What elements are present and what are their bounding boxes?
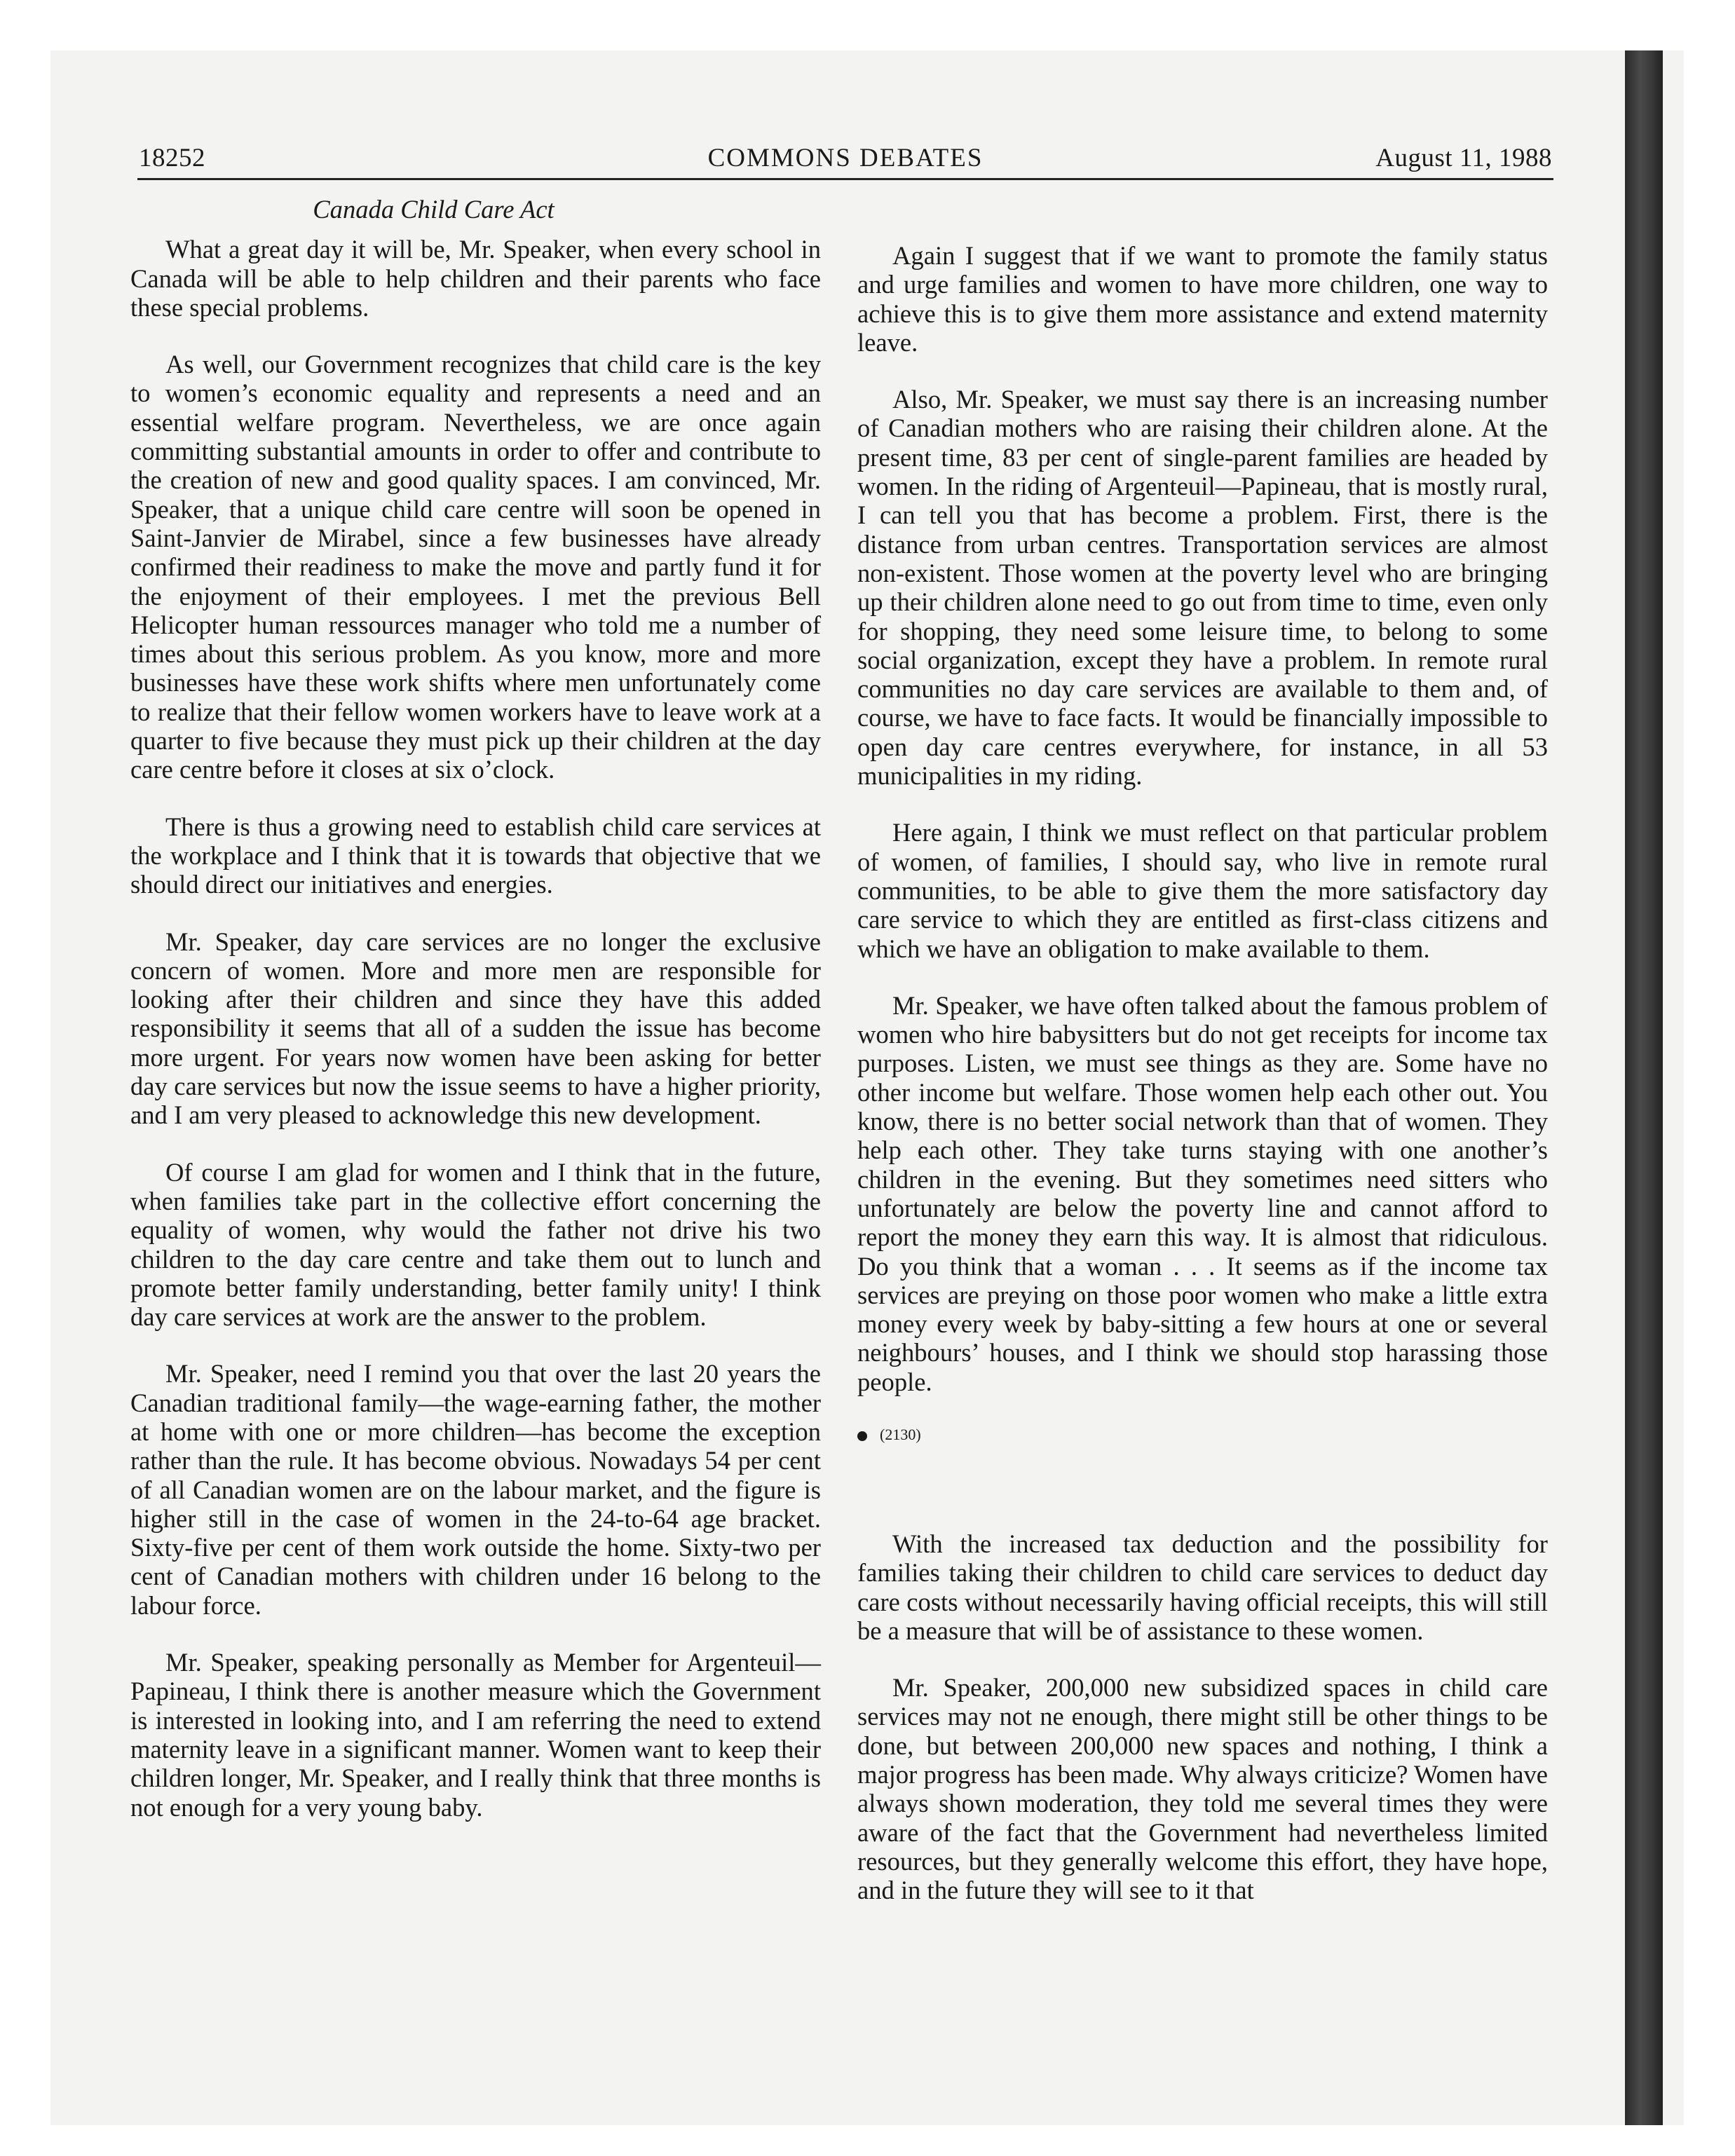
paragraph: Mr. Speaker, need I remind you that over the last 20 years the Canadian traditional family—the wage-earning father, the mother at home with one or more children—has become the exception rather than the rule. It has become obvious. Nowadays 54 per cent of all Canadian women are on the labour market, and the figure is higher still in the case of women in the 24-to-64 age bracket. Sixty-five per cent of them work outside the home. Sixty-two per cent of Canadian mothers with children under 16 belong to the labour force.: [130, 1359, 821, 1620]
publication-date: August 11, 1988: [1375, 144, 1552, 172]
paragraph: Mr. Speaker, 200,000 new subsidized spaces in child care services may not ne enough, there might still be other things to be done, but between 200,000 new spaces and nothing, I think a major progress has been made. Why always criticize? Women have always shown moderation, they told me several times they were aware of the fact that the Government had nevertheless limited resources, but they generally welcome this effort, they have hope, and in the future they will see to it that: [857, 1673, 1548, 1905]
paragraph: What a great day it will be, Mr. Speaker, when every school in Canada will be able to help children and their parents who face these special problems.: [130, 235, 821, 322]
right-column: [857, 241, 1548, 1933]
page-number: 18252: [139, 144, 205, 172]
left-column: [130, 195, 821, 1850]
paragraph: Here again, I think we must reflect on that particular problem of women, of families, I should say, who live in remote rural communities, to be able to give them the more satisfactory day care service to which they are entitled as first-class citizens and which we have an obligation to make available to them.: [857, 818, 1548, 963]
bullet-icon: [857, 1431, 867, 1441]
paragraph: Again I suggest that if we want to promote the family status and urge families and women to have more children, one way to achieve this is to give them more assistance and extend maternity leave.: [857, 241, 1548, 357]
section-title: Canada Child Care Act: [313, 195, 554, 224]
page-header: [137, 143, 1553, 180]
paragraph: Of course I am glad for women and I think that in the future, when families take part in the collective effort concerning the equality of women, why would the father not drive his two children to the day care centre and take them out to lunch and promote better family understanding, better family unity! I think day care services at work are the answer to the problem.: [130, 1157, 821, 1332]
paragraph: Mr. Speaker, we have often talked about the famous problem of women who hire babysitters but do not get receipts for income tax purposes. Listen, we must see things as they are. Some have no other income but welfare. Those women help each other out. You know, there is no better social network than that of women. They help each other. They take turns staying with one another’s children in the evening. But they sometimes need sitters who unfortunately are below the poverty line and cannot afford to report the money they earn this way. It is almost that ridiculous. Do you think that a woman . . . It seems as if the income tax services are preying on those poor women who make a little extra money every week by baby-sitting a few hours at one or several neighbours’ houses, and I think we should stop harassing those people.: [857, 990, 1548, 1396]
paragraph: Mr. Speaker, speaking personally as Member for Argenteuil—Papineau, I think there is another measure which the Government is interested in looking into, and I am referring the need to extend maternity leave in a significant manner. Women want to keep their children longer, Mr. Speaker, and I really think that three months is not enough for a very young baby.: [130, 1648, 821, 1822]
time-marker-label: (2130): [880, 1425, 921, 1443]
paragraph: As well, our Government recognizes that child care is the key to women’s economic equality and represents a need and an essential welfare program. Nevertheless, we are once again committing substantial amounts in order to offer and contribute to the creation of new and good quality spaces. I am convinced, Mr. Speaker, that a unique child care centre will soon be opened in Saint-Janvier de Mirabel, since a few businesses have already confirmed their readiness to make the move and partly fund it for the enjoyment of their employees. I met the previous Bell Helicopter human ressources manager who told me a number of times about this serious problem. As you know, more and more businesses have these work shifts where men unfortunately come to realize that their fellow women workers have to leave work at a quarter to five because they must pick up their children at the day care centre before it closes at six o’clock.: [130, 350, 821, 784]
time-marker: [857, 1424, 1548, 1445]
paragraph: Mr. Speaker, day care services are no longer the exclusive concern of women. More and more men are responsible for looking after their children and since they have this added responsibility it seems that all of a sudden the issue has become more urgent. For years now women have been asking for better day care services but now the issue seems to have a higher priority, and I am very pleased to acknowledge this new development.: [130, 927, 821, 1130]
paragraph: With the increased tax deduction and the possibility for families taking their children to child care services to deduct day care costs without necessarily having official receipts, this will still be a measure that will be of assistance to these women.: [857, 1529, 1548, 1645]
scan-edge-shadow: [1625, 50, 1663, 2125]
paragraph: Also, Mr. Speaker, we must say there is an increasing number of Canadian mothers who are raising their children alone. At the present time, 83 per cent of single-parent families are headed by women. In the riding of Argenteuil—Papineau, that is mostly rural, I can tell you that has become a problem. First, there is the distance from urban centres. Transportation services are almost non-existent. Those women at the poverty level who are bringing up their children alone need to go out from time to time, even only for shopping, they need some leisure time, to belong to some social organization, except they have a problem. In remote rural communities no day care services are available to them and, of course, we have to face facts. It would be financially impossible to open day care centres everywhere, for instance, in all 53 municipalities in my riding.: [857, 385, 1548, 791]
paragraph: There is thus a growing need to establish child care services at the workplace and I think that it is towards that objective that we should direct our initiatives and energies.: [130, 812, 821, 899]
publication-title: COMMONS DEBATES: [707, 144, 984, 172]
